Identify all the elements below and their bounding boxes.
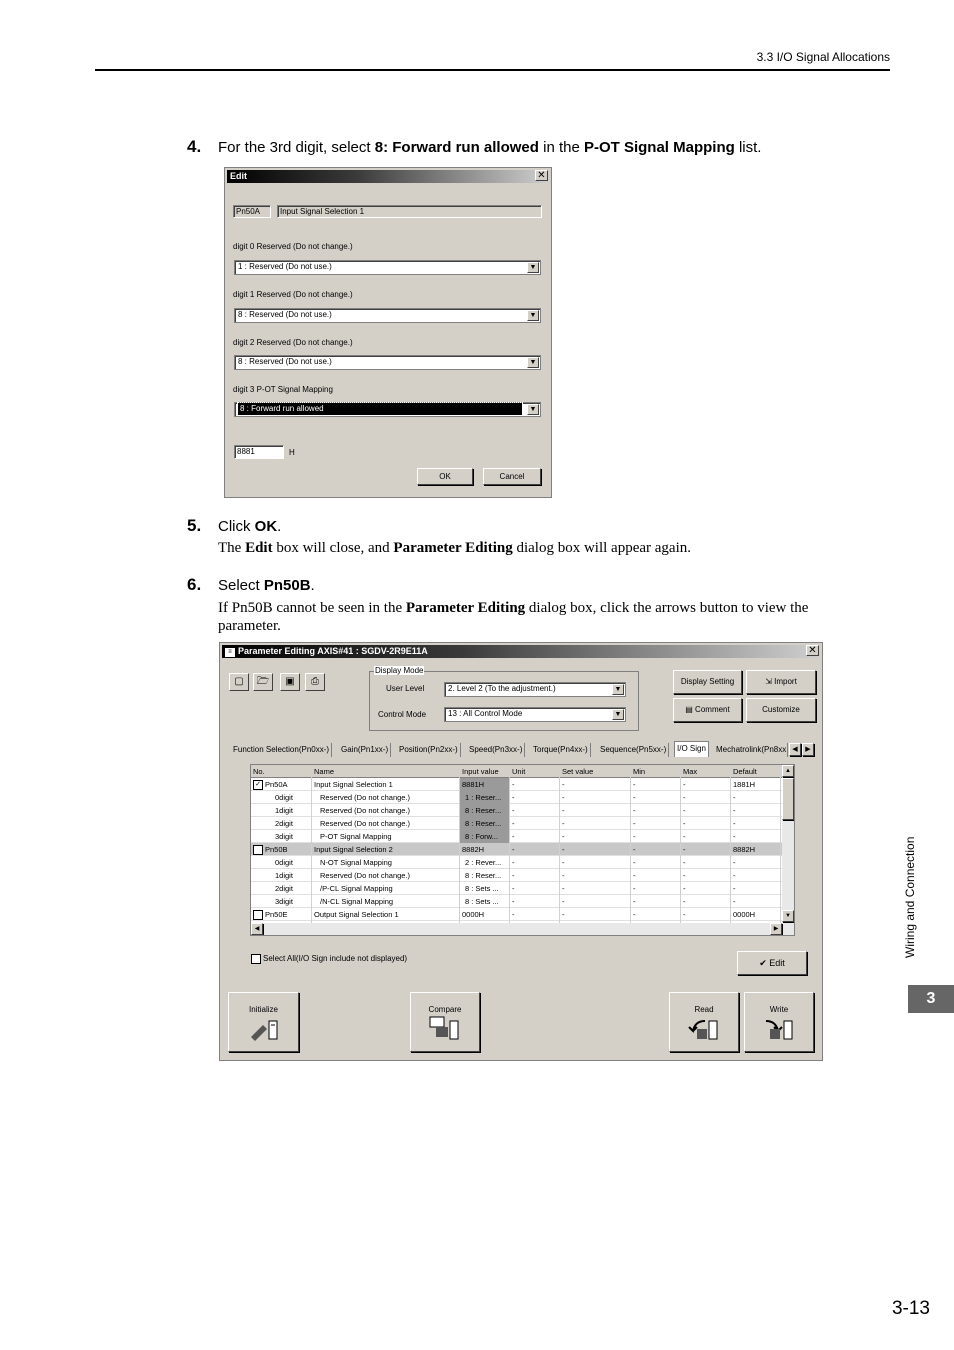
import-icon: ⇲ [765, 677, 775, 686]
table-cell-def [731, 856, 781, 869]
cell-text: Reserved (Do not change.) [320, 806, 411, 815]
cell-text: - [562, 897, 565, 906]
table-header [251, 765, 794, 778]
table-row[interactable] [251, 869, 794, 882]
app-icon: ≡ [224, 647, 236, 658]
user-level-label: User Level [386, 684, 425, 693]
cell-text: - [562, 884, 565, 893]
digit-3-select[interactable]: 8 : Forward run allowed ▼ [234, 402, 541, 417]
cell-text: - [633, 793, 636, 802]
param-dialog-title: Parameter Editing AXIS#41 : SGDV-2R9E11A [222, 645, 820, 658]
cell-text: Pn50A [265, 780, 288, 789]
chapter-sidebar-label: Wiring and Connection [903, 836, 917, 958]
table-cell-input [460, 843, 510, 856]
table-cell-def [731, 804, 781, 817]
table-cell-no [251, 791, 312, 804]
checkbox-icon[interactable] [253, 845, 263, 855]
cell-text: - [683, 897, 686, 906]
read-icon [687, 1015, 721, 1041]
cell-text: - [683, 871, 686, 880]
table-row[interactable] [251, 895, 794, 908]
cell-text: 2digit [275, 884, 293, 893]
param-number-field: Pn50A [233, 205, 271, 218]
cell-text: - [512, 897, 515, 906]
display-setting-button[interactable]: Display Setting [673, 670, 742, 694]
digit-1-select[interactable]: 8 : Reserved (Do not use.) ▼ [234, 308, 541, 323]
cell-text: - [733, 832, 736, 841]
table-cell-name [312, 817, 460, 830]
table-cell-min [631, 869, 681, 882]
table-cell-max [681, 908, 731, 921]
step-4-text: For the 3rd digit, select 8: Forward run allowed in the P-OT Signal Mapping list. [218, 139, 762, 156]
col-max[interactable]: Max [681, 765, 731, 778]
col-name[interactable]: Name [312, 765, 460, 778]
scroll-down-icon[interactable]: ▼ [782, 910, 794, 922]
edit-dialog-title: Edit [227, 170, 549, 183]
cell-text: - [733, 897, 736, 906]
table-cell-unit [510, 856, 560, 869]
cell-text: /N-CL Signal Mapping [320, 897, 394, 906]
cell-text: - [512, 780, 515, 789]
comment-icon: ▤ [685, 705, 696, 714]
cell-text: - [683, 845, 686, 854]
tab-function-selection[interactable]: Function Selection(Pn0xx-) [231, 743, 332, 757]
cell-text: N-OT Signal Mapping [320, 858, 392, 867]
edit-button[interactable]: ✔ Edit [737, 951, 807, 975]
table-row[interactable] [251, 817, 794, 830]
new-file-icon[interactable]: ▢ [229, 673, 249, 691]
table-cell-def [731, 791, 781, 804]
hex-unit-label: H [289, 448, 295, 457]
table-cell-min [631, 882, 681, 895]
table-cell-unit [510, 791, 560, 804]
table-cell-set [560, 830, 631, 843]
table-cell-name [312, 778, 460, 791]
table-cell-unit [510, 778, 560, 791]
cell-text: 0digit [275, 858, 293, 867]
cell-text: 8882H [733, 845, 756, 854]
vertical-scrollbar[interactable] [782, 765, 794, 935]
chevron-down-icon[interactable]: ▼ [527, 357, 539, 368]
table-cell-min [631, 804, 681, 817]
table-cell-input [460, 778, 510, 791]
cell-text: - [633, 806, 636, 815]
cell-text: - [512, 910, 515, 919]
table-cell-input [460, 817, 510, 830]
tab-mechatrolink[interactable]: Mechatrolink(Pn8xx [714, 743, 788, 757]
table-cell-max [681, 843, 731, 856]
cell-text: 8 : Sets ... [465, 884, 499, 893]
table-row[interactable] [251, 856, 794, 869]
table-cell-set [560, 804, 631, 817]
cell-text: - [733, 858, 736, 867]
digit-0-select[interactable]: 1 : Reserved (Do not use.) ▼ [234, 260, 541, 275]
table-cell-def [731, 895, 781, 908]
table-cell-max [681, 869, 731, 882]
cell-text: - [562, 871, 565, 880]
cell-text: Pn50B [265, 845, 288, 854]
table-cell-set [560, 856, 631, 869]
cell-text: 8 : Reser... [465, 871, 502, 880]
table-cell-no [251, 804, 312, 817]
table-cell-no [251, 856, 312, 869]
cell-text: - [633, 845, 636, 854]
table-cell-unit [510, 817, 560, 830]
table-cell-name [312, 791, 460, 804]
table-cell-name [312, 856, 460, 869]
table-cell-set [560, 908, 631, 921]
checked-checkbox-icon[interactable]: ✓ [253, 780, 263, 790]
checkmark-icon: ✔ [759, 958, 770, 968]
tab-position[interactable]: Position(Pn2xx-) [397, 743, 461, 757]
cell-text: 1digit [275, 871, 293, 880]
cell-text: - [633, 780, 636, 789]
table-cell-min [631, 830, 681, 843]
table-cell-unit [510, 869, 560, 882]
header-rule [95, 69, 890, 71]
table-cell-name [312, 843, 460, 856]
cell-text: Output Signal Selection 1 [314, 910, 399, 919]
digit-2-select[interactable]: 8 : Reserved (Do not use.) ▼ [234, 355, 541, 370]
table-cell-def [731, 843, 781, 856]
cell-text: - [562, 910, 565, 919]
cell-text: - [683, 858, 686, 867]
cell-text: 3digit [275, 897, 293, 906]
page-number: 3-13 [891, 1298, 930, 1319]
cell-text: - [683, 819, 686, 828]
cell-text: Reserved (Do not change.) [320, 871, 411, 880]
cell-text: - [633, 858, 636, 867]
cell-text: 8881H [462, 780, 485, 789]
cell-text: - [512, 845, 515, 854]
initialize-label: Initialize [249, 1005, 278, 1014]
col-input-value[interactable]: Input value [460, 765, 510, 778]
table-cell-min [631, 817, 681, 830]
user-level-select[interactable]: 2. Level 2 (To the adjustment.) ▼ [444, 682, 626, 697]
cell-text: - [683, 832, 686, 841]
table-cell-input [460, 895, 510, 908]
read-button[interactable] [669, 992, 739, 1052]
table-cell-unit [510, 882, 560, 895]
table-cell-no [251, 895, 312, 908]
cell-text: - [633, 832, 636, 841]
table-cell-unit [510, 908, 560, 921]
tab-io-sign[interactable]: I/O Sign [674, 741, 709, 757]
table-cell-max [681, 830, 731, 843]
hex-value-field[interactable]: 8881 [234, 445, 284, 459]
cell-text: - [562, 845, 565, 854]
table-cell-min [631, 895, 681, 908]
table-cell-no [251, 882, 312, 895]
table-cell-no [251, 778, 312, 791]
print-icon[interactable]: ⎙ [305, 673, 325, 691]
cell-text: - [633, 871, 636, 880]
cell-text: 2digit [275, 819, 293, 828]
cell-text: /P-CL Signal Mapping [320, 884, 393, 893]
chevron-down-icon[interactable]: ▼ [612, 709, 624, 720]
table-cell-min [631, 843, 681, 856]
cell-text: - [562, 780, 565, 789]
parameter-table [250, 764, 795, 936]
compare-button[interactable] [410, 992, 480, 1052]
digit-1-label: digit 1 Reserved (Do not change.) [233, 290, 353, 299]
cell-text: - [683, 806, 686, 815]
table-cell-input [460, 804, 510, 817]
table-cell-set [560, 869, 631, 882]
cell-text: 8 : Forw... [465, 832, 498, 841]
table-cell-name [312, 882, 460, 895]
compare-label: Compare [428, 1005, 462, 1014]
digit-2-label: digit 2 Reserved (Do not change.) [233, 338, 353, 347]
cancel-button[interactable]: Cancel [483, 468, 541, 485]
table-cell-input [460, 869, 510, 882]
cell-text: Reserved (Do not change.) [320, 793, 411, 802]
cell-text: - [562, 806, 565, 815]
table-cell-name [312, 895, 460, 908]
table-cell-no [251, 869, 312, 882]
cell-text: - [512, 871, 515, 880]
step-4-number: 4. [187, 137, 202, 156]
table-cell-input [460, 908, 510, 921]
table-cell-no [251, 817, 312, 830]
table-cell-name [312, 830, 460, 843]
chevron-down-icon[interactable]: ▼ [612, 684, 624, 695]
digit-3-label: digit 3 P-OT Signal Mapping [233, 385, 333, 394]
table-row[interactable] [251, 908, 794, 921]
cell-text: 0digit [275, 793, 293, 802]
step-6-number: 6. [187, 575, 202, 594]
checkbox-icon[interactable] [253, 910, 263, 920]
cell-text: 0000H [462, 910, 485, 919]
step-5-text: Click OK. [218, 518, 282, 535]
cell-text: - [633, 884, 636, 893]
table-cell-max [681, 817, 731, 830]
cell-text: - [683, 780, 686, 789]
import-button[interactable]: ⇲ Import [746, 670, 816, 694]
table-cell-def [731, 869, 781, 882]
tab-scroll-right-icon[interactable]: ▶ [802, 743, 814, 756]
table-cell-set [560, 882, 631, 895]
cell-text: 8 : Reser... [465, 806, 502, 815]
control-mode-select[interactable]: 13 : All Control Mode ▼ [444, 707, 626, 722]
step-5-number: 5. [187, 516, 202, 535]
cell-text: - [733, 806, 736, 815]
col-default[interactable]: Default [731, 765, 781, 778]
table-cell-set [560, 791, 631, 804]
save-icon[interactable]: ▣ [280, 673, 300, 691]
cell-text: - [733, 793, 736, 802]
control-mode-label: Control Mode [378, 710, 427, 719]
write-button[interactable] [744, 992, 814, 1052]
table-cell-def [731, 817, 781, 830]
table-cell-set [560, 778, 631, 791]
digit-0-label: digit 0 Reserved (Do not change.) [233, 242, 353, 251]
tab-gain[interactable]: Gain(Pn1xx-) [339, 743, 391, 757]
table-cell-max [681, 882, 731, 895]
read-label: Read [694, 1005, 714, 1014]
cell-text: 3digit [275, 832, 293, 841]
cell-text: - [633, 897, 636, 906]
table-cell-input [460, 882, 510, 895]
cell-text: 8882H [462, 845, 485, 854]
cell-text: - [512, 806, 515, 815]
table-row[interactable] [251, 830, 794, 843]
cell-text: Reserved (Do not change.) [320, 819, 411, 828]
table-cell-min [631, 778, 681, 791]
step-5-detail: The Edit box will close, and Parameter Editing dialog box will appear again. [218, 540, 691, 556]
table-cell-no [251, 908, 312, 921]
cell-text: - [512, 884, 515, 893]
initialize-icon [247, 1015, 281, 1041]
display-mode-group [369, 671, 639, 731]
section-header: 3.3 I/O Signal Allocations [756, 50, 890, 64]
cell-text: 0000H [733, 910, 756, 919]
table-row[interactable] [251, 778, 794, 791]
table-cell-set [560, 843, 631, 856]
table-cell-min [631, 908, 681, 921]
chevron-down-icon[interactable]: ▼ [527, 310, 539, 321]
table-cell-name [312, 869, 460, 882]
table-cell-input [460, 791, 510, 804]
select-all-checkbox[interactable]: Select All(I/O Sign include not displayed) [251, 954, 407, 964]
cell-text: Pn50E [265, 910, 288, 919]
checkbox-icon[interactable] [251, 954, 261, 964]
table-cell-max [681, 895, 731, 908]
scroll-right-icon[interactable]: ▶ [770, 923, 782, 935]
table-row[interactable] [251, 791, 794, 804]
table-cell-def [731, 882, 781, 895]
table-cell-unit [510, 804, 560, 817]
table-cell-set [560, 895, 631, 908]
cell-text: - [633, 819, 636, 828]
tab-sequence[interactable]: Sequence(Pn5xx-) [598, 743, 669, 757]
cell-text: - [733, 871, 736, 880]
col-set-value[interactable]: Set value [560, 765, 631, 778]
scroll-thumb[interactable] [782, 778, 794, 820]
write-label: Write [769, 1005, 789, 1014]
cell-text: - [683, 884, 686, 893]
open-folder-icon[interactable]: 🗁 [253, 673, 273, 691]
cell-text: Input Signal Selection 2 [314, 845, 393, 854]
cell-text: - [683, 910, 686, 919]
cell-text: 2 : Rever... [465, 858, 502, 867]
tab-torque[interactable]: Torque(Pn4xx-) [531, 743, 591, 757]
cell-text: - [733, 819, 736, 828]
tab-speed[interactable]: Speed(Pn3xx-) [467, 743, 525, 757]
col-min[interactable]: Min [631, 765, 681, 778]
chevron-down-icon[interactable]: ▼ [527, 404, 539, 415]
cell-text: 1 : Reser... [465, 793, 502, 802]
comment-button[interactable]: ▤ Comment [673, 698, 742, 722]
cell-text: P-OT Signal Mapping [320, 832, 392, 841]
table-cell-no [251, 843, 312, 856]
step-6-text: Select Pn50B. [218, 577, 315, 594]
cell-text: Input Signal Selection 1 [314, 780, 393, 789]
step-6-detail: If Pn50B cannot be seen in the Parameter Editing dialog box, click the arrows button to view the parameter. [218, 600, 809, 634]
table-cell-unit [510, 830, 560, 843]
table-cell-input [460, 856, 510, 869]
table-row[interactable] [251, 843, 794, 856]
table-cell-name [312, 804, 460, 817]
write-icon [762, 1015, 796, 1041]
initialize-button[interactable] [228, 992, 299, 1052]
cell-text: 8 : Reser... [465, 819, 502, 828]
tab-scroll-left-icon[interactable]: ◀ [789, 743, 801, 756]
table-cell-max [681, 791, 731, 804]
table-cell-min [631, 856, 681, 869]
col-no[interactable]: No. [251, 765, 312, 778]
cell-text: - [512, 832, 515, 841]
scroll-left-icon[interactable]: ◀ [251, 923, 263, 935]
horizontal-scrollbar[interactable] [251, 923, 782, 935]
cell-text: - [733, 884, 736, 893]
table-cell-max [681, 856, 731, 869]
close-icon[interactable]: ✕ [806, 645, 819, 656]
table-cell-def [731, 830, 781, 843]
table-cell-def [731, 908, 781, 921]
scroll-up-icon[interactable]: ▲ [782, 765, 794, 777]
col-unit[interactable]: Unit [510, 765, 560, 778]
table-cell-unit [510, 895, 560, 908]
table-cell-unit [510, 843, 560, 856]
cell-text: 8 : Sets ... [465, 897, 499, 906]
table-row[interactable] [251, 804, 794, 817]
cell-text: - [562, 832, 565, 841]
param-name-field: Input Signal Selection 1 [277, 205, 542, 218]
cell-text: - [512, 819, 515, 828]
table-cell-max [681, 804, 731, 817]
cell-text: - [633, 910, 636, 919]
cell-text: - [512, 793, 515, 802]
table-cell-name [312, 908, 460, 921]
edit-dialog [224, 167, 552, 498]
cell-text: - [562, 819, 565, 828]
cell-text: 1881H [733, 780, 756, 789]
cell-text: 1digit [275, 806, 293, 815]
close-icon[interactable]: ✕ [535, 170, 548, 181]
cell-text: - [562, 793, 565, 802]
chapter-tab: 3 [908, 985, 954, 1013]
display-mode-label: Display Mode [375, 666, 424, 675]
cell-text: - [562, 858, 565, 867]
chevron-down-icon[interactable]: ▼ [527, 262, 539, 273]
cell-text: - [683, 793, 686, 802]
table-cell-min [631, 791, 681, 804]
table-cell-def [731, 778, 781, 791]
ok-button[interactable]: OK [417, 468, 473, 485]
table-cell-no [251, 830, 312, 843]
table-cell-set [560, 817, 631, 830]
table-row[interactable] [251, 882, 794, 895]
table-cell-max [681, 778, 731, 791]
table-cell-input [460, 830, 510, 843]
cell-text: - [512, 858, 515, 867]
compare-icon [428, 1015, 462, 1041]
customize-button[interactable]: Customize [746, 698, 816, 722]
